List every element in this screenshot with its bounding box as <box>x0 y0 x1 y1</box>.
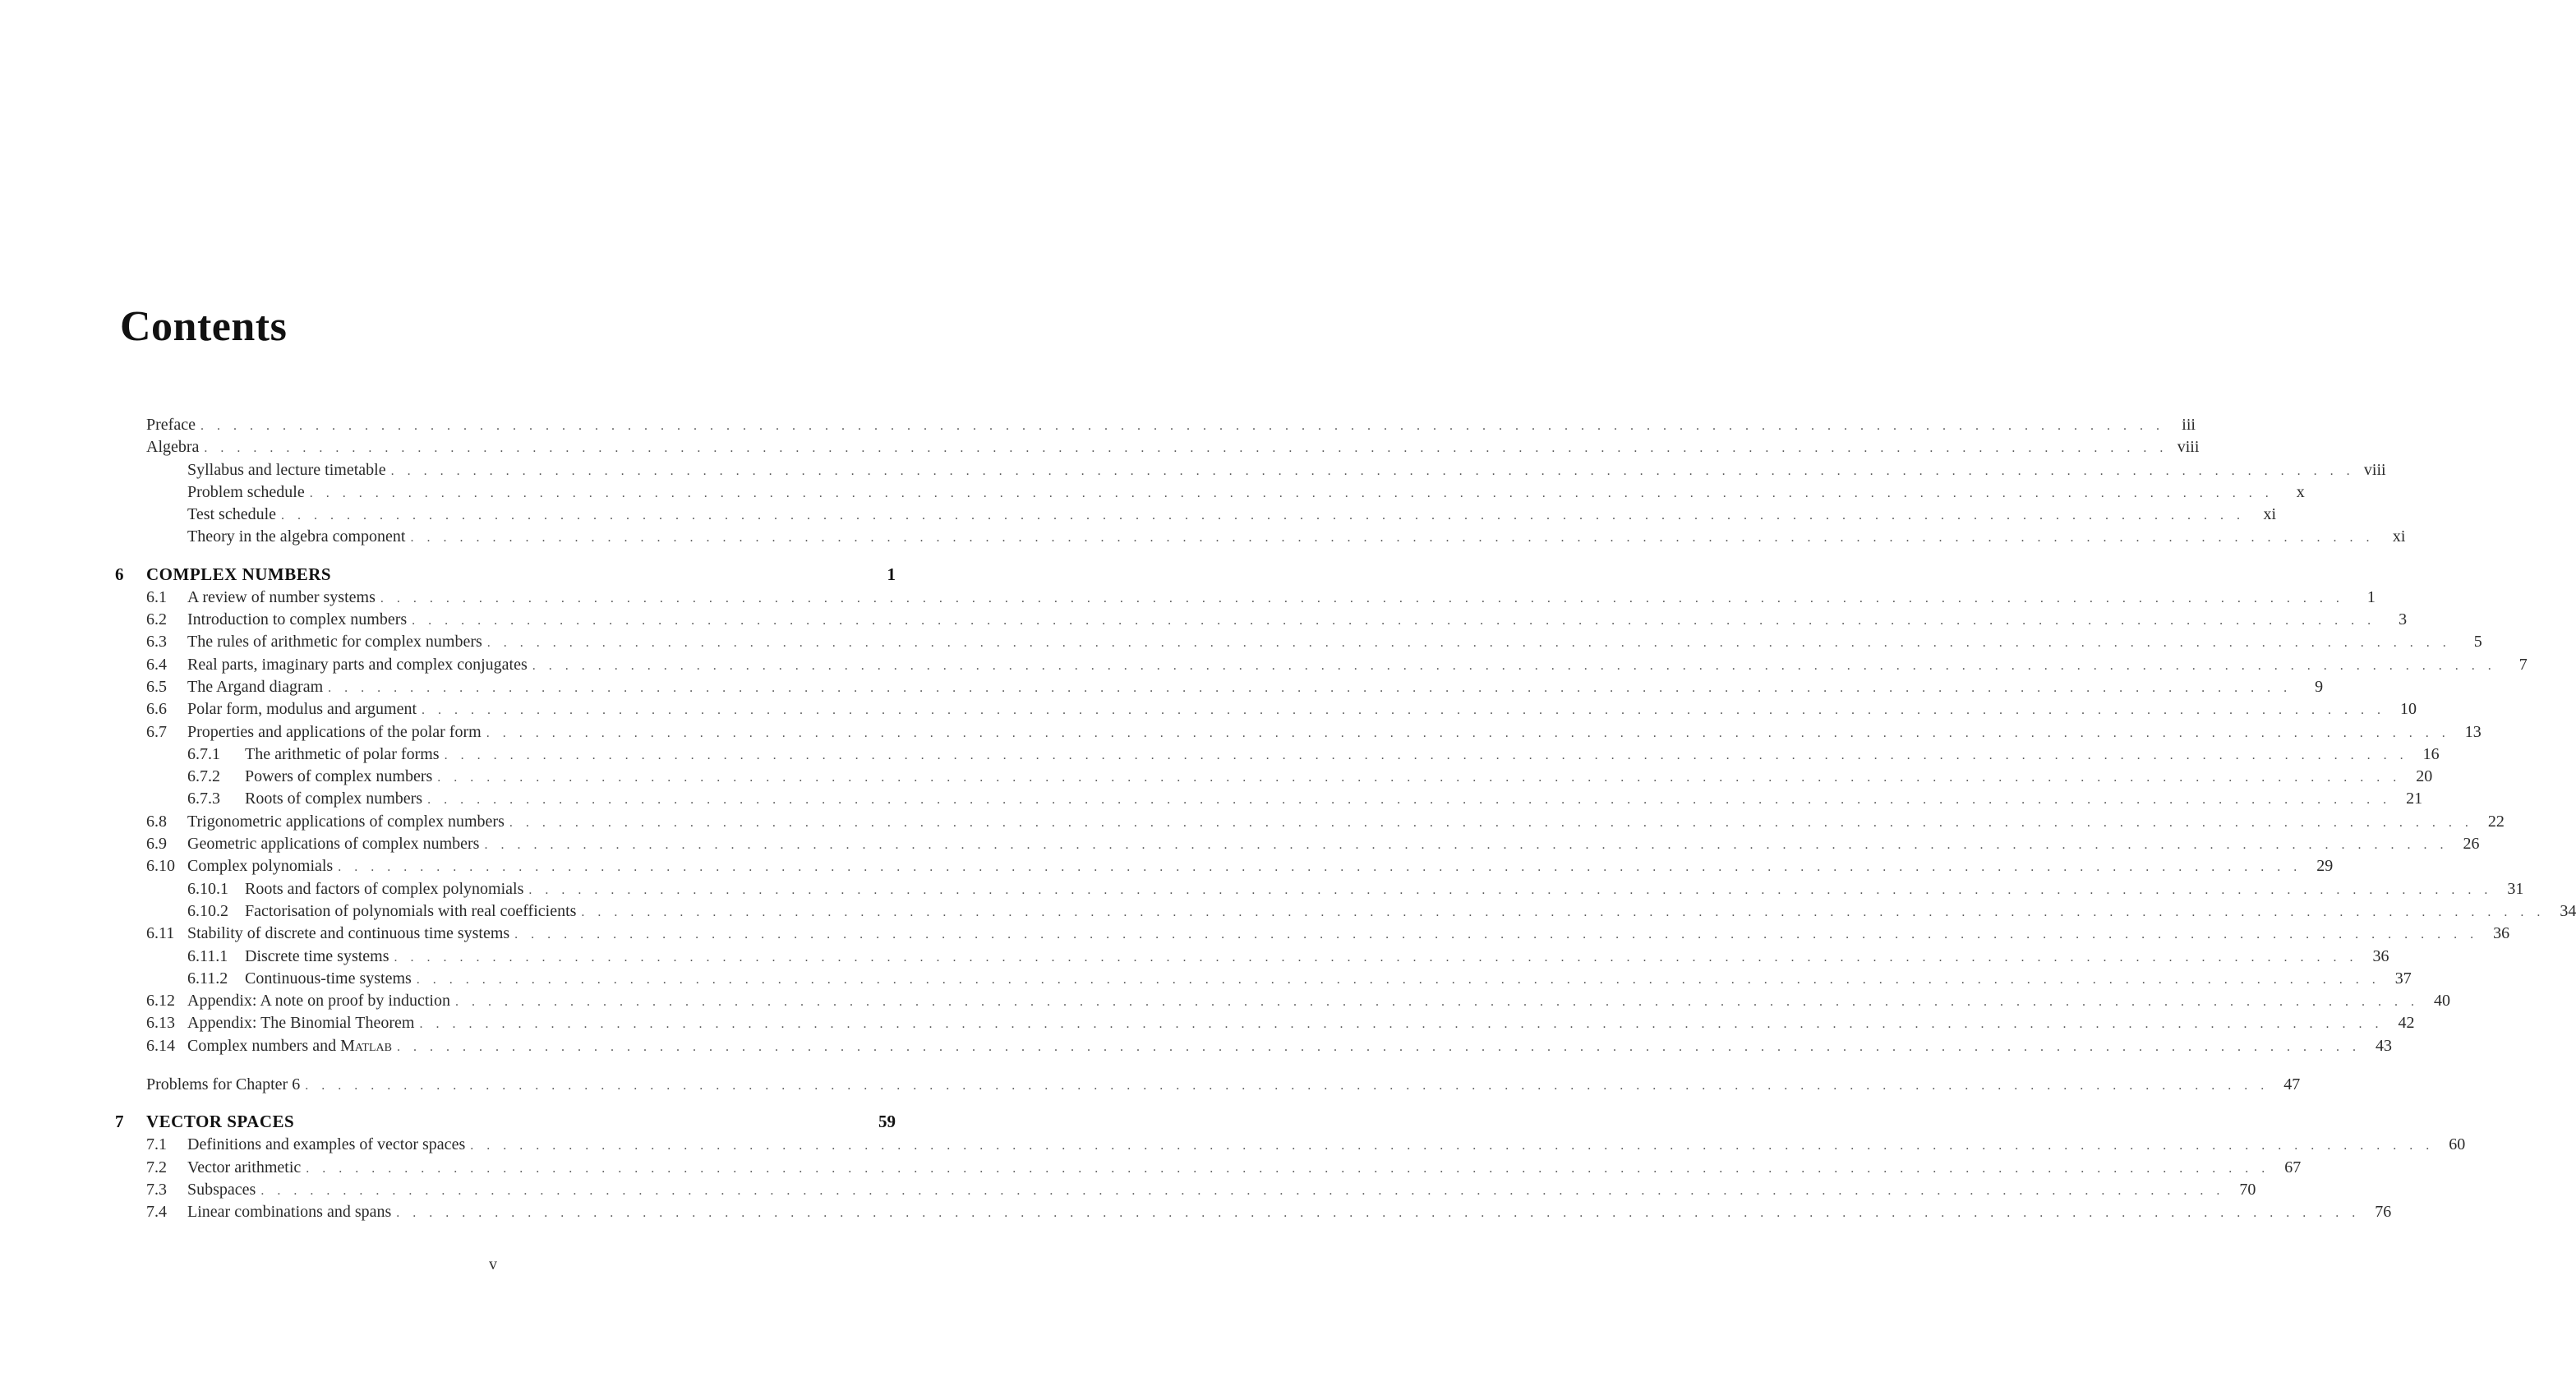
toc-entry-text <box>187 721 486 744</box>
toc-entry-text-main: Factorisation of polynomials with real coefficients <box>245 901 577 920</box>
dot-leader: . . . . . . . . . . . . . . . . . . . . . . . . . . . . . . . . . . . . . . . . . . . . . . . . . . . . . . . . . . . . . . . . . . . . . . . . . . . . . . . . . . . . . . . . . . . . . . . . . . . . . . . . . . . . . . . . . . . . . . . . <box>397 1039 2361 1054</box>
dot-leader: . . . . . . . . . . . . . . . . . . . . . . . . . . . . . . . . . . . . . . . . . . . . . . . . . . . . . . . . . . . . . . . . . . . . . . . . . . . . . . . . . . . . . . . . . . . . . . . . . . . . . . . . . . . . . . . . . . . . . . . . <box>380 591 2344 605</box>
toc-entry-text-main: Appendix: The Binomial Theorem <box>187 1014 415 1033</box>
toc-entry-page: 43 <box>2376 1036 2392 1055</box>
toc-entry[interactable] <box>115 811 2505 833</box>
toc-entry-page: 7 <box>2518 655 2528 674</box>
toc-entry-page: 16 <box>2422 744 2440 763</box>
toc-entry[interactable] <box>115 654 2528 676</box>
toc-entry-text-main: Problem schedule <box>187 482 305 501</box>
toc-entry-text-main: Polar form, modulus and argument <box>187 700 417 719</box>
toc-entry-text <box>187 481 310 504</box>
chapter-heading[interactable] <box>115 1109 896 1134</box>
table-of-contents <box>115 414 2576 1224</box>
dot-leader: . . . . . . . . . . . . . . . . . . . . . . . . . . . . . . . . . . . . . . . . . . . . . . . . . . . . . . . . . . . . . . . . . . . . . . . . . . . . . . . . . . . . . . . . . . . . . . . . . . . . . . . . . . . . . . . . . . . . . . . . <box>486 725 2450 740</box>
toc-entry-page: 29 <box>2316 857 2334 876</box>
toc-entry-text <box>146 414 200 436</box>
toc-entry-page: 60 <box>2449 1135 2466 1154</box>
toc-entry-page: 9 <box>2315 677 2324 696</box>
toc-entry-text-main: A review of number systems <box>187 587 376 606</box>
toc-entry-text-main: Subspaces <box>187 1180 256 1199</box>
toc-entry[interactable] <box>115 1134 2466 1156</box>
toc-entry-text <box>245 788 427 810</box>
toc-entry[interactable] <box>115 587 2376 609</box>
toc-entry-text <box>245 968 417 990</box>
section-number: 6.13 <box>146 1014 175 1033</box>
chapter-heading[interactable] <box>115 562 896 587</box>
toc-entry[interactable] <box>115 1035 2392 1057</box>
dot-leader: . . . . . . . . . . . . . . . . . . . . . . . . . . . . . . . . . . . . . . . . . . . . . . . . . . . . . . . . . . . . . . . . . . . . . . . . . . . . . . . . . . . . . . . . . . . . . . . . . . . . . . . . . . . . . . . . . . . . . . . . <box>486 636 2451 651</box>
toc-entry-text-main: Properties and applications of the polar form <box>187 722 482 741</box>
toc-entry-text-main: Syllabus and lecture timetable <box>187 460 386 479</box>
toc-entry-text-main: Theory in the algebra component <box>187 527 406 546</box>
toc-entry[interactable] <box>115 414 2196 436</box>
section-number: 6.7.3 <box>187 790 220 808</box>
dot-leader: . . . . . . . . . . . . . . . . . . . . . . . . . . . . . . . . . . . . . . . . . . . . . . . . . . . . . . . . . . . . . . . . . . . . . . . . . . . . . . . . . . . . . . . . . . . . . . . . . . . . . . . . . . . . . . . . . . . . . . . . <box>305 1079 2270 1093</box>
toc-entry[interactable] <box>115 833 2480 855</box>
toc-entry-text <box>187 1201 396 1223</box>
toc-entry-page: 26 <box>2463 835 2480 854</box>
dot-leader: . . . . . . . . . . . . . . . . . . . . . . . . . . . . . . . . . . . . . . . . . . . . . . . . . . . . . . . . . . . . . . . . . . . . . . . . . . . . . . . . . . . . . . . . . . . . . . . . . . . . . . . . . . . . . . . . . . . . . . . . <box>338 860 2302 875</box>
toc-entry-page: 31 <box>2507 879 2524 898</box>
chapter-page: 59 <box>878 1112 896 1132</box>
toc-entry-text <box>187 609 412 631</box>
section-number: 6.10.2 <box>187 901 228 920</box>
toc-entry-page: 13 <box>2464 722 2482 741</box>
section-number: 6.10 <box>146 857 175 876</box>
page-title: Contents <box>120 303 288 350</box>
toc-entry-page: viii <box>2177 438 2200 457</box>
dot-leader: . . . . . . . . . . . . . . . . . . . . . . . . . . . . . . . . . . . . . . . . . . . . . . . . . . . . . . . . . . . . . . . . . . . . . . . . . . . . . . . . . . . . . . . . . . . . . . . . . . . . . . . . . . . . . . . . . . . . . . . . <box>410 531 2375 546</box>
section-number: 6.10.1 <box>187 879 228 898</box>
dot-leader: . . . . . . . . . . . . . . . . . . . . . . . . . . . . . . . . . . . . . . . . . . . . . . . . . . . . . . . . . . . . . . . . . . . . . . . . . . . . . . . . . . . . . . . . . . . . . . . . . . . . . . . . . . . . . . . . . . . . . . . . <box>509 815 2473 830</box>
toc-entry-text <box>187 459 391 481</box>
section-number: 6.7.2 <box>187 767 220 786</box>
toc-entry[interactable] <box>115 609 2408 631</box>
section-number: 6.4 <box>146 655 167 674</box>
toc-entry-text <box>187 654 532 676</box>
toc-entry-text <box>187 526 410 548</box>
toc-entry-text-main: Roots of complex numbers <box>245 790 423 808</box>
toc-entry-text-main: Test schedule <box>187 505 277 524</box>
toc-entry-page: 76 <box>2375 1203 2392 1222</box>
toc-entry-text: Problems for Chapter 6 <box>146 1075 301 1094</box>
dot-leader: . . . . . . . . . . . . . . . . . . . . . . . . . . . . . . . . . . . . . . . . . . . . . . . . . . . . . . . . . . . . . . . . . . . . . . . . . . . . . . . . . . . . . . . . . . . . . . . . . . . . . . . . . . . . . . . . . . . . . . . . <box>281 509 2246 523</box>
toc-entry-text-main: Introduction to complex numbers <box>187 610 408 629</box>
toc-entry-text-main: Definitions and examples of vector spaces <box>187 1135 466 1154</box>
toc-entry-text <box>245 744 445 766</box>
toc-entry-text <box>187 833 484 855</box>
dot-leader: . . . . . . . . . . . . . . . . . . . . . . . . . . . . . . . . . . . . . . . . . . . . . . . . . . . . . . . . . . . . . . . . . . . . . . . . . . . . . . . . . . . . . . . . . . . . . . . . . . . . . . . . . . . . . . . . . . . . . . . . <box>328 680 2293 695</box>
dot-leader: . . . . . . . . . . . . . . . . . . . . . . . . . . . . . . . . . . . . . . . . . . . . . . . . . . . . . . . . . . . . . . . . . . . . . . . . . . . . . . . . . . . . . . . . . . . . . . . . . . . . . . . . . . . . . . . . . . . . . . . . <box>444 748 2408 762</box>
toc-entry[interactable] <box>115 878 2524 900</box>
toc-entry-text <box>187 923 514 945</box>
toc-entry-page: 21 <box>2406 790 2423 808</box>
toc-entry-text-main: Real parts, imaginary parts and complex conjugates <box>187 655 528 674</box>
toc-entry[interactable] <box>115 946 2389 968</box>
toc-entry-page: 40 <box>2433 992 2450 1011</box>
toc-entry-text <box>245 900 581 923</box>
toc-entry-page: 20 <box>2416 767 2433 786</box>
toc-entry-text <box>187 1012 419 1034</box>
toc-entry-text <box>187 1157 306 1179</box>
toc-entry[interactable] <box>115 631 2482 653</box>
toc-entry-text <box>187 1179 260 1201</box>
dot-leader: . . . . . . . . . . . . . . . . . . . . . . . . . . . . . . . . . . . . . . . . . . . . . . . . . . . . . . . . . . . . . . . . . . . . . . . . . . . . . . . . . . . . . . . . . . . . . . . . . . . . . . . . . . . . . . . . . . . . . . . . <box>427 793 2392 808</box>
toc-entry[interactable] <box>115 1179 2256 1201</box>
toc-entry[interactable] <box>115 481 2305 504</box>
dot-leader: . . . . . . . . . . . . . . . . . . . . . . . . . . . . . . . . . . . . . . . . . . . . . . . . . . . . . . . . . . . . . . . . . . . . . . . . . . . . . . . . . . . . . . . . . . . . . . . . . . . . . . . . . . . . . . . . . . . . . . . . <box>437 771 2402 785</box>
toc-entry-page: 1 <box>2366 587 2376 606</box>
chapter-title: VECTOR SPACES <box>146 1112 295 1132</box>
toc-entry[interactable] <box>115 968 2412 990</box>
toc-entry-page: 10 <box>2400 700 2417 719</box>
dot-leader: . . . . . . . . . . . . . . . . . . . . . . . . . . . . . . . . . . . . . . . . . . . . . . . . . . . . . . . . . . . . . . . . . . . . . . . . . . . . . . . . . . . . . . . . . . . . . . . . . . . . . . . . . . . . . . . . . . . . . . . . <box>390 463 2355 478</box>
toc-entry-text-main: Appendix: A note on proof by induction <box>187 992 450 1011</box>
section-number: 7.1 <box>146 1135 167 1154</box>
section-number: 6.12 <box>146 992 175 1011</box>
dot-leader: . . . . . . . . . . . . . . . . . . . . . . . . . . . . . . . . . . . . . . . . . . . . . . . . . . . . . . . . . . . . . . . . . . . . . . . . . . . . . . . . . . . . . . . . . . . . . . . . . . . . . . . . . . . . . . . . . . . . . . . . <box>306 1161 2270 1176</box>
toc-entry-text <box>146 436 204 458</box>
toc-entry-text-main: Preface <box>146 416 196 434</box>
toc-entry[interactable] <box>115 436 2200 458</box>
toc-entry-problems[interactable] <box>115 1074 2301 1096</box>
toc-entry-text-main: Geometric applications of complex numbers <box>187 835 480 854</box>
page-number: v <box>489 1255 497 1273</box>
toc-entry[interactable] <box>115 526 2406 548</box>
toc-entry[interactable] <box>115 698 2417 721</box>
toc-entry-text <box>187 504 281 526</box>
toc-entry-text <box>187 698 422 721</box>
section-number: 6.11.1 <box>187 946 228 965</box>
toc-entry-text <box>187 1035 397 1057</box>
toc-entry-text-main: Roots and factors of complex polynomials <box>245 879 524 898</box>
chapter-number: 6 <box>115 564 124 584</box>
section-number: 6.5 <box>146 677 167 696</box>
toc-entry[interactable] <box>115 923 2510 945</box>
dot-leader: . . . . . . . . . . . . . . . . . . . . . . . . . . . . . . . . . . . . . . . . . . . . . . . . . . . . . . . . . . . . . . . . . . . . . . . . . . . . . . . . . . . . . . . . . . . . . . . . . . . . . . . . . . . . . . . . . . . . . . . . <box>454 995 2419 1010</box>
toc-entry-text <box>187 855 338 877</box>
toc-entry-text <box>245 766 437 788</box>
toc-entry[interactable] <box>115 676 2324 698</box>
dot-leader: . . . . . . . . . . . . . . . . . . . . . . . . . . . . . . . . . . . . . . . . . . . . . . . . . . . . . . . . . . . . . . . . . . . . . . . . . . . . . . . . . . . . . . . . . . . . . . . . . . . . . . . . . . . . . . . . . . . . . . . . <box>419 1017 2384 1032</box>
toc-entry-page: viii <box>2363 460 2386 479</box>
toc-entry-text-main: Stability of discrete and continuous time systems <box>187 924 510 943</box>
toc-entry-page: 42 <box>2398 1014 2415 1033</box>
toc-entry[interactable] <box>115 766 2433 788</box>
dot-leader: . . . . . . . . . . . . . . . . . . . . . . . . . . . . . . . . . . . . . . . . . . . . . . . . . . . . . . . . . . . . . . . . . . . . . . . . . . . . . . . . . . . . . . . . . . . . . . . . . . . . . . . . . . . . . . . . . . . . . . . . <box>528 882 2493 897</box>
dot-leader: . . . . . . . . . . . . . . . . . . . . . . . . . . . . . . . . . . . . . . . . . . . . . . . . . . . . . . . . . . . . . . . . . . . . . . . . . . . . . . . . . . . . . . . . . . . . . . . . . . . . . . . . . . . . . . . . . . . . . . . . <box>396 1206 2361 1221</box>
toc-entry-page: 34 <box>2560 901 2576 920</box>
toc-entry-page: x <box>2296 482 2305 501</box>
dot-leader: . . . . . . . . . . . . . . . . . . . . . . . . . . . . . . . . . . . . . . . . . . . . . . . . . . . . . . . . . . . . . . . . . . . . . . . . . . . . . . . . . . . . . . . . . . . . . . . . . . . . . . . . . . . . . . . . . . . . . . . . <box>309 486 2274 500</box>
section-number: 6.3 <box>146 633 167 651</box>
toc-entry-page: 70 <box>2239 1180 2256 1199</box>
toc-entry-page: 36 <box>2372 946 2389 965</box>
dot-leader: . . . . . . . . . . . . . . . . . . . . . . . . . . . . . . . . . . . . . . . . . . . . . . . . . . . . . . . . . . . . . . . . . . . . . . . . . . . . . . . . . . . . . . . . . . . . . . . . . . . . . . . . . . . . . . . . . . . . . . . . <box>422 703 2386 718</box>
toc-entry-page: 5 <box>2473 633 2482 651</box>
dot-leader: . . . . . . . . . . . . . . . . . . . . . . . . . . . . . . . . . . . . . . . . . . . . . . . . . . . . . . . . . . . . . . . . . . . . . . . . . . . . . . . . . . . . . . . . . . . . . . . . . . . . . . . . . . . . . . . . . . . . . . . . <box>416 972 2380 987</box>
toc-entry-text-main: Complex numbers and M <box>187 1036 355 1055</box>
toc-entry[interactable] <box>115 900 2576 923</box>
toc-entry-page: 3 <box>2399 610 2408 629</box>
toc-entry-text-main: Discrete time systems <box>245 946 389 965</box>
dot-leader: . . . . . . . . . . . . . . . . . . . . . . . . . . . . . . . . . . . . . . . . . . . . . . . . . . . . . . . . . . . . . . . . . . . . . . . . . . . . . . . . . . . . . . . . . . . . . . . . . . . . . . . . . . . . . . . . . . . . . . . . <box>514 928 2479 942</box>
dot-leader: . . . . . . . . . . . . . . . . . . . . . . . . . . . . . . . . . . . . . . . . . . . . . . . . . . . . . . . . . . . . . . . . . . . . . . . . . . . . . . . . . . . . . . . . . . . . . . . . . . . . . . . . . . . . . . . . . . . . . . . . <box>484 838 2449 853</box>
chapter-page: 1 <box>887 564 896 584</box>
toc-entry[interactable] <box>115 459 2386 481</box>
section-number: 6.14 <box>146 1036 175 1055</box>
chapter-6-sections <box>115 587 2576 1057</box>
toc-entry-text <box>187 676 328 698</box>
section-number: 6.1 <box>146 587 167 606</box>
dot-leader: . . . . . . . . . . . . . . . . . . . . . . . . . . . . . . . . . . . . . . . . . . . . . . . . . . . . . . . . . . . . . . . . . . . . . . . . . . . . . . . . . . . . . . . . . . . . . . . . . . . . . . . . . . . . . . . . . . . . . . . . <box>204 441 2168 456</box>
section-number: 7.3 <box>146 1180 167 1199</box>
toc-entry-page: 22 <box>2487 812 2505 831</box>
toc-entry-text <box>245 878 528 900</box>
section-number: 6.11 <box>146 924 175 943</box>
section-number: 6.2 <box>146 610 167 629</box>
section-number: 7.2 <box>146 1158 167 1176</box>
toc-entry-text-main: The Argand diagram <box>187 677 324 696</box>
toc-entry-text <box>187 631 487 653</box>
toc-entry[interactable] <box>115 721 2482 744</box>
toc-entry[interactable] <box>115 990 2450 1012</box>
toc-entry[interactable] <box>115 1157 2302 1179</box>
toc-entry-page: xi <box>2392 527 2406 546</box>
toc-entry[interactable] <box>115 855 2334 877</box>
toc-entry-text-smallcaps: atlab <box>354 1036 392 1055</box>
toc-entry-page: 47 <box>2283 1075 2301 1094</box>
dot-leader: . . . . . . . . . . . . . . . . . . . . . . . . . . . . . . . . . . . . . . . . . . . . . . . . . . . . . . . . . . . . . . . . . . . . . . . . . . . . . . . . . . . . . . . . . . . . . . . . . . . . . . . . . . . . . . . . . . . . . . . . <box>581 905 2546 919</box>
toc-entry-text-main: The rules of arithmetic for complex numbers <box>187 633 482 651</box>
toc-entry-text-main: Algebra <box>146 438 200 457</box>
dot-leader: . . . . . . . . . . . . . . . . . . . . . . . . . . . . . . . . . . . . . . . . . . . . . . . . . . . . . . . . . . . . . . . . . . . . . . . . . . . . . . . . . . . . . . . . . . . . . . . . . . . . . . . . . . . . . . . . . . . . . . . . <box>200 419 2164 433</box>
section-number: 6.6 <box>146 700 167 719</box>
chapter-title: COMPLEX NUMBERS <box>146 564 332 584</box>
chapter-7-sections <box>115 1134 2466 1223</box>
toc-entry[interactable] <box>115 1201 2392 1223</box>
section-number: 6.9 <box>146 835 167 854</box>
chapter-number: 7 <box>115 1112 124 1132</box>
toc-entry-text-main: Continuous-time systems <box>245 969 412 988</box>
toc-entry[interactable] <box>115 788 2423 810</box>
dot-leader: . . . . . . . . . . . . . . . . . . . . . . . . . . . . . . . . . . . . . . . . . . . . . . . . . . . . . . . . . . . . . . . . . . . . . . . . . . . . . . . . . . . . . . . . . . . . . . . . . . . . . . . . . . . . . . . . . . . . . . . . <box>412 614 2376 628</box>
dot-leader: . . . . . . . . . . . . . . . . . . . . . . . . . . . . . . . . . . . . . . . . . . . . . . . . . . . . . . . . . . . . . . . . . . . . . . . . . . . . . . . . . . . . . . . . . . . . . . . . . . . . . . . . . . . . . . . . . . . . . . . . <box>470 1139 2435 1153</box>
toc-entry-page: 67 <box>2284 1158 2302 1176</box>
section-number: 6.11.2 <box>187 969 228 988</box>
toc-entry-text-main: Complex polynomials <box>187 857 334 876</box>
section-number: 7.4 <box>146 1203 167 1222</box>
toc-entry-text <box>187 811 509 833</box>
toc-entry-text-main: Vector arithmetic <box>187 1158 302 1176</box>
toc-entry[interactable] <box>115 504 2277 526</box>
toc-entry[interactable] <box>115 1012 2415 1034</box>
toc-entry-text <box>187 587 380 609</box>
toc-entry-text <box>187 1134 470 1156</box>
toc-entry-text-main: Trigonometric applications of complex numbers <box>187 812 505 831</box>
dot-leader: . . . . . . . . . . . . . . . . . . . . . . . . . . . . . . . . . . . . . . . . . . . . . . . . . . . . . . . . . . . . . . . . . . . . . . . . . . . . . . . . . . . . . . . . . . . . . . . . . . . . . . . . . . . . . . . . . . . . . . . . <box>532 658 2496 673</box>
toc-entry-text-main: The arithmetic of polar forms <box>245 744 440 763</box>
front-matter-list <box>115 414 2406 549</box>
toc-entry-text <box>245 946 394 968</box>
dot-leader: . . . . . . . . . . . . . . . . . . . . . . . . . . . . . . . . . . . . . . . . . . . . . . . . . . . . . . . . . . . . . . . . . . . . . . . . . . . . . . . . . . . . . . . . . . . . . . . . . . . . . . . . . . . . . . . . . . . . . . . . <box>260 1183 2225 1198</box>
toc-entry-page: 37 <box>2394 969 2412 988</box>
toc-entry-text-main: Powers of complex numbers <box>245 767 433 786</box>
section-number: 6.8 <box>146 812 167 831</box>
toc-entry-page: xi <box>2263 505 2277 524</box>
section-number: 6.7 <box>146 722 167 741</box>
section-number: 6.7.1 <box>187 744 220 763</box>
toc-entry-text <box>187 990 455 1012</box>
toc-entry-text-main: Linear combinations and spans <box>187 1203 392 1222</box>
toc-entry[interactable] <box>115 744 2440 766</box>
toc-entry-page: 36 <box>2493 924 2510 943</box>
toc-entry-page: iii <box>2182 416 2196 434</box>
dot-leader: . . . . . . . . . . . . . . . . . . . . . . . . . . . . . . . . . . . . . . . . . . . . . . . . . . . . . . . . . . . . . . . . . . . . . . . . . . . . . . . . . . . . . . . . . . . . . . . . . . . . . . . . . . . . . . . . . . . . . . . . <box>394 950 2358 965</box>
